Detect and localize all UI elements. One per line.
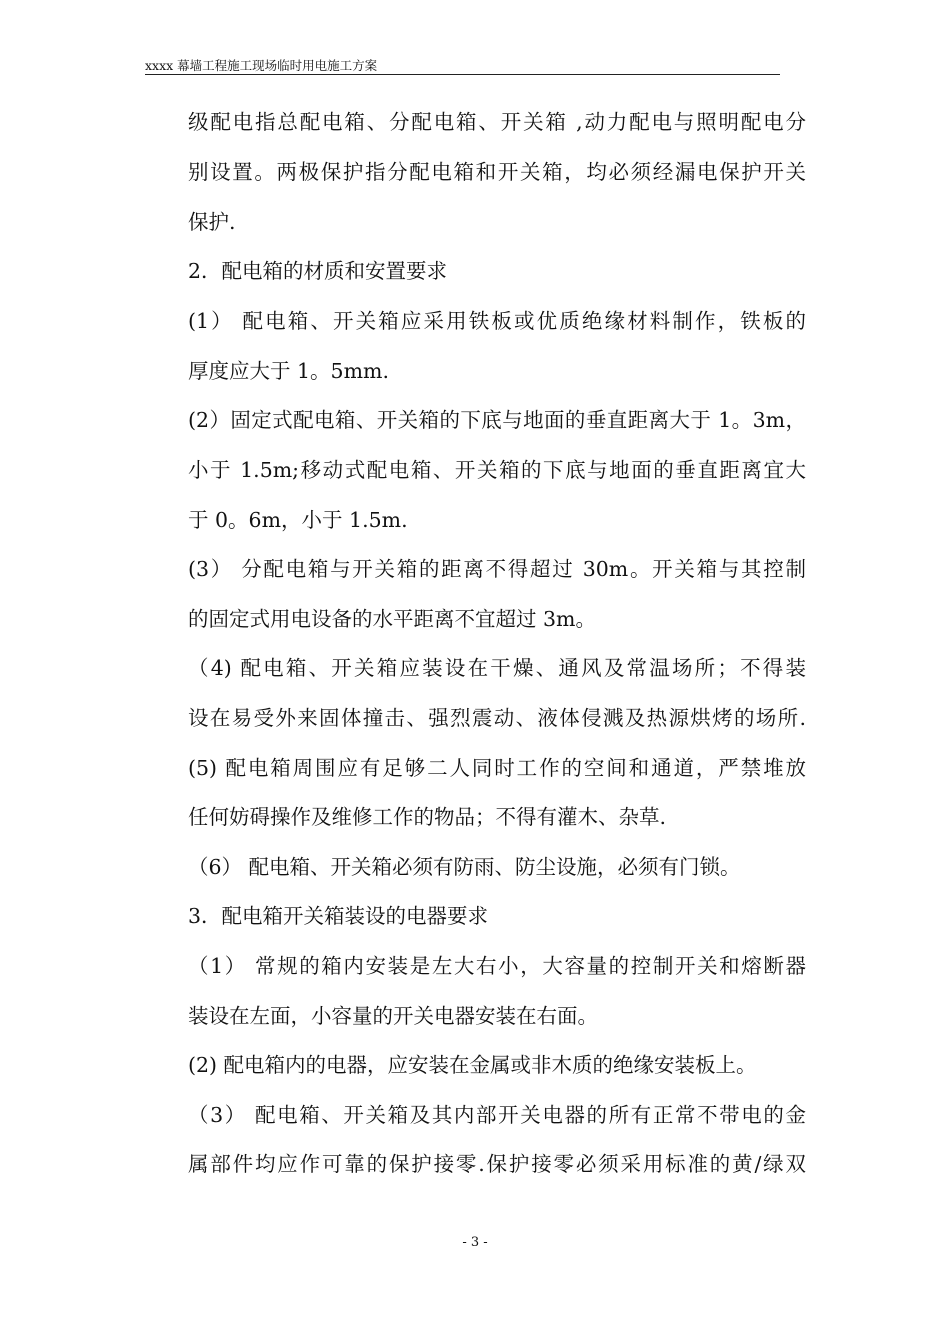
page-number: - 3 -	[462, 1235, 488, 1250]
text-line: (5) 配电箱周围应有足够二人同时工作的空间和通道，严禁堆放	[188, 756, 806, 780]
text-line: 装设在左面，小容量的开关电器安装在右面。	[188, 1004, 598, 1028]
text-line: 于 0。6m，小于 1.5m.	[188, 508, 408, 532]
text-line: 的固定式用电设备的水平距离不宜超过 3m。	[188, 607, 596, 631]
text-line: 别设置。两极保护指分配电箱和开关箱，均必须经漏电保护开关	[188, 160, 806, 184]
text-line: 厚度应大于 1。5mm.	[188, 359, 389, 383]
text-line: (2) 配电箱内的电器，应安装在金属或非木质的绝缘安装板上。	[188, 1053, 757, 1077]
text-line: 保护.	[188, 210, 236, 234]
text-line: (3） 分配电箱与开关箱的距离不得超过 30m。开关箱与其控制	[188, 557, 806, 581]
text-line: （3） 配电箱、开关箱及其内部开关电器的所有正常不带电的金	[188, 1103, 806, 1127]
text-line: 级配电指总配电箱、分配电箱、开关箱 ,动力配电与照明配电分	[188, 110, 806, 134]
text-line: （6） 配电箱、开关箱必须有防雨、防尘设施，必须有门锁。	[188, 855, 741, 879]
document-title: xxxx 幕墙工程施工现场临时用电施工方案	[145, 58, 378, 73]
text-line: 属部件均应作可靠的保护接零.保护接零必须采用标准的黄/绿双	[188, 1152, 806, 1176]
text-line: （4) 配电箱、开关箱应装设在干燥、通风及常温场所；不得装	[188, 656, 806, 680]
section-heading: 2．配电箱的材质和安置要求	[188, 259, 448, 283]
section-heading: 3．配电箱开关箱装设的电器要求	[188, 904, 489, 928]
text-line: 小于 1.5m;移动式配电箱、开关箱的下底与地面的垂直距离宜大	[188, 458, 806, 482]
text-line: 任何妨碍操作及维修工作的物品；不得有灌木、杂草.	[188, 805, 667, 829]
text-line: 设在易受外来固体撞击、强烈震动、液体侵溅及热源烘烤的场所.	[188, 706, 806, 730]
text-line: (2）固定式配电箱、开关箱的下底与地面的垂直距离大于 1。3m，	[188, 408, 806, 432]
text-line: （1） 常规的箱内安装是左大右小，大容量的控制开关和熔断器	[188, 954, 806, 978]
text-line: (1） 配电箱、开关箱应采用铁板或优质绝缘材料制作，铁板的	[188, 309, 806, 333]
